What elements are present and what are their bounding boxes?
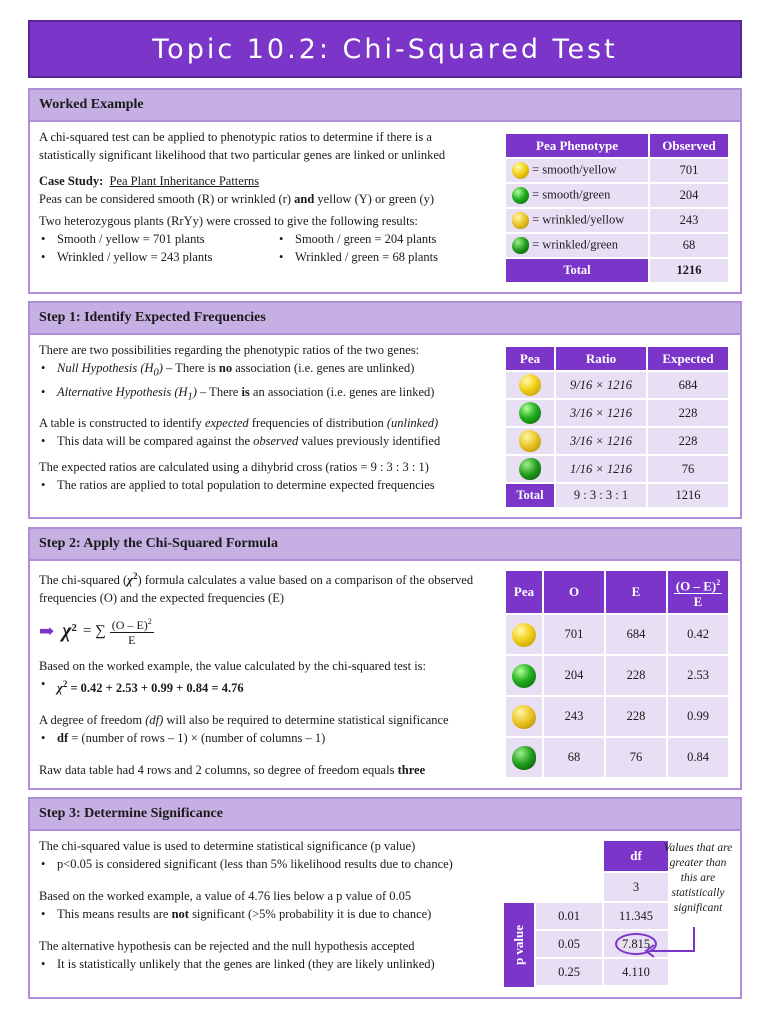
table-row: 1/16 × 1216 76	[505, 455, 729, 483]
total-row: Total 9 : 3 : 3 : 1 1216	[505, 483, 729, 508]
column-header: Pea	[505, 346, 555, 371]
table-row: 3/16 × 1216 228	[505, 427, 729, 455]
p-row-value: 11.345	[604, 903, 668, 929]
table-row: = wrinkled/green 68	[505, 233, 729, 258]
observed-table	[504, 132, 730, 284]
p-row-label: 0.01	[536, 903, 602, 929]
intro-text: A chi-squared test can be applied to phenotypic ratios to determine if there is a statistically significant likelihood that two particular genes are linked or unlinked	[39, 130, 446, 162]
smooth-yellow-pea-icon	[512, 162, 529, 179]
chi-squared-formula: ➡ $\chi^2$ = ∑ $\frac{(O - E)^2}{E}$	[39, 617, 152, 647]
chi-squared-table	[504, 569, 730, 779]
table-row: 68 76 0.84	[505, 737, 729, 778]
section-heading: Worked Example	[30, 90, 740, 122]
table-row: 9/16 × 1216 684	[505, 371, 729, 399]
column-header: Pea Phenotype	[505, 133, 649, 158]
result-item: • Smooth / yellow = 701 plants	[39, 230, 277, 248]
table-row: 3/16 × 1216 228	[505, 399, 729, 427]
p-row-label: 0.25	[536, 959, 602, 985]
table-row: = smooth/green 204	[505, 183, 729, 208]
column-header: Ratio	[555, 346, 647, 371]
column-header: $\frac{(O - E)^2}{E}$	[667, 570, 729, 614]
p-row-label: 0.05	[536, 931, 602, 957]
wrinkled-green-pea-icon	[512, 746, 536, 770]
table-row: = wrinkled/yellow 243	[505, 208, 729, 233]
step2-section: Step 2: Apply the Chi-Squared Formula The chi-squared $(\chi^2)$ formula calculates a value based on a comparison of the observed frequencies (O) and the expected frequencies (E) ➡ $\chi^2$ = ∑ $\frac{(O - E)^2}{E}$ Based on the worked example, the value calculated by the chi-squared test is: • $\chi^2 = 0.42 + 2.53 + 0.99 + 0.84 = 4.76$ A degree of freedom (df) will also be required to determine statistical significance • df = (number of rows – 1) × (number of columns – 1) Raw data table had 4 rows and 2 columns, so degree of freedom equals three Pea O E $\frac{(O - E)^2}{E}$ 701 684 0.42 204 228 2.53 243 228 0.99 68 76 0.84	[28, 527, 742, 790]
page-title: Topic 10.2: Chi-Squared Test	[28, 20, 742, 78]
section-heading: Step 2: Apply the Chi-Squared Formula	[30, 529, 740, 561]
p-value-table	[504, 841, 672, 987]
worked-example-text	[39, 128, 489, 266]
wrinkled-green-pea-icon	[512, 237, 529, 254]
section-heading: Step 3: Determine Significance	[30, 799, 740, 831]
table-row: 204 228 2.53	[505, 655, 729, 696]
step1-section	[28, 301, 742, 519]
crossed-text: Two heterozygous plants (RrYy) were crossed to give the following results:	[39, 214, 418, 228]
wrinkled-green-pea-icon	[519, 458, 541, 480]
smooth-yellow-pea-icon	[519, 374, 541, 396]
significance-note: Values that are greater than this are statistically significant	[663, 842, 733, 914]
peas-line: Peas can be considered smooth (R) or wrinkled (r) and yellow (Y) or green (y)	[39, 192, 435, 206]
table-row: 243 228 0.99	[505, 696, 729, 737]
column-header: O	[543, 570, 605, 614]
step3-text: The chi-squared value is used to determine statistical significance (p value) • p<0.05 is considered significant (less than 5% likelihood results due to chance) Based on the worked example, a value of 4.76 lies below a p value of 0.05 • This means results are not significant (>5% probability it is due to chance) The alternative hypothesis can be rejected and the null hypothesis accepted • It is statistically unlikely that the genes are linked (they are likely unlinked)	[39, 837, 489, 973]
highlight-circle: 7.815	[615, 933, 657, 955]
arrow-right-icon: ➡	[39, 620, 55, 641]
df-value: 3	[604, 873, 668, 901]
table-row: 701 684 0.42	[505, 614, 729, 655]
smooth-yellow-pea-icon	[512, 623, 536, 647]
wrinkled-yellow-pea-icon	[512, 705, 536, 729]
worked-example-section	[28, 88, 742, 294]
result-item: • Smooth / green = 204 plants	[277, 230, 438, 248]
wrinkled-yellow-pea-icon	[519, 430, 541, 452]
case-study-line: Case Study: Pea Plant Inheritance Patterns	[39, 174, 260, 188]
total-row: Total 1216	[505, 258, 729, 283]
wrinkled-yellow-pea-icon	[512, 212, 529, 229]
result-item: • Wrinkled / green = 68 plants	[277, 248, 438, 266]
smooth-green-pea-icon	[512, 187, 529, 204]
step2-text: The chi-squared $(\chi^2)$ formula calculates a value based on a comparison of the observed frequencies (O) and the expected frequencies (E)	[39, 571, 474, 606]
smooth-green-pea-icon	[512, 664, 536, 688]
expected-table	[504, 345, 730, 509]
arrow-left-icon	[642, 923, 702, 963]
column-header: Observed	[649, 133, 729, 158]
column-header: Pea	[505, 570, 543, 614]
df-header: df	[604, 841, 668, 871]
column-header: E	[605, 570, 667, 614]
p-row-value: 4.110	[604, 959, 668, 985]
table-row: = smooth/yellow 701	[505, 158, 729, 183]
section-heading: Step 1: Identify Expected Frequencies	[30, 303, 740, 335]
result-item: • Wrinkled / yellow = 243 plants	[39, 248, 277, 266]
p-value-label: p value	[504, 903, 534, 987]
smooth-green-pea-icon	[519, 402, 541, 424]
column-header: Expected	[647, 346, 729, 371]
step3-section	[28, 797, 742, 999]
step1-text: There are two possibilities regarding the phenotypic ratios of the two genes: • Null Hypothesis $(H_0)$ – There is no association (i.e. genes are unlinked) • Alternative Hypothesis $(H_1)$ – There is an association (i.e. genes are linked) A table is constructed to identify expected frequencies of distribution (unlinked) • This data will be compared against the observed values previously identified The expected ratios are calculated using a dihybrid cross (ratios = 9 : 3 : 3 : 1) • The ratios are applied to total population to determine expected frequencies	[39, 341, 489, 494]
